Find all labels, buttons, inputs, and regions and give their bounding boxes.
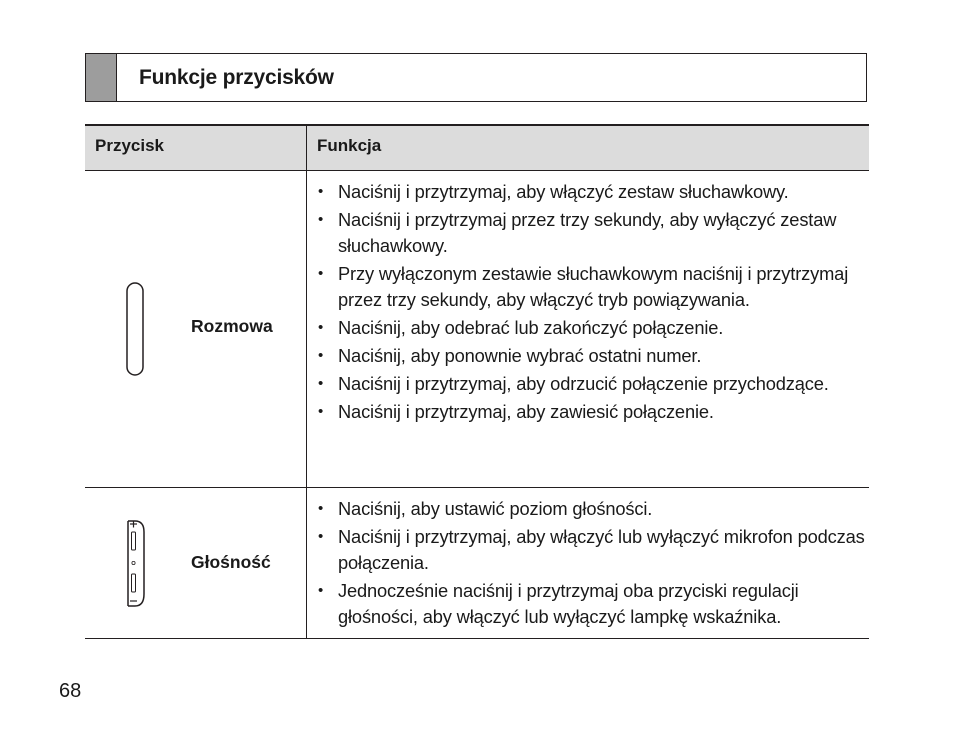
button-cell: [85, 171, 307, 487]
function-list: [307, 171, 869, 425]
section-header: [85, 53, 867, 102]
talk-button-icon: [125, 281, 147, 379]
list-item: • Naciśnij, aby ustawić poziom głośności.: [307, 496, 869, 522]
list-item: • Jednocześnie naciśnij i przytrzymaj oba przyciski regulacji głośności, aby włączyć lub wyłączyć lampkę wskaźnika.: [307, 578, 869, 630]
function-cell: [307, 488, 869, 638]
list-item: • Przy wyłączonym zestawie słuchawkowym naciśnij i przytrzymaj przez trzy sekundy, aby włączyć tryb powiązywania.: [307, 261, 869, 313]
list-item: • Naciśnij i przytrzymaj, aby zawiesić połączenie.: [307, 399, 869, 425]
list-item: • Naciśnij i przytrzymaj, aby włączyć lub wyłączyć mikrofon podczas połączenia.: [307, 524, 869, 576]
function-cell: [307, 171, 869, 487]
list-item: • Naciśnij, aby odebrać lub zakończyć połączenie.: [307, 315, 869, 341]
list-item: • Naciśnij, aby ponownie wybrać ostatni numer.: [307, 343, 869, 369]
button-functions-table: [85, 124, 869, 639]
section-title: Funkcje przycisków: [139, 66, 334, 89]
list-item: • Naciśnij i przytrzymaj przez trzy sekundy, aby wyłączyć zestaw słuchawkowy.: [307, 207, 869, 259]
function-list: [307, 488, 869, 630]
page-number: 68: [59, 680, 82, 702]
table-row: [85, 488, 869, 639]
header-button: Przycisk: [85, 126, 307, 170]
table-header: [85, 126, 869, 171]
section-header-tab: [86, 54, 117, 101]
list-item: • Naciśnij i przytrzymaj, aby odrzucić połączenie przychodzące.: [307, 371, 869, 397]
button-name: Głośność: [191, 552, 271, 572]
volume-button-icon: [124, 518, 148, 610]
list-item: • Naciśnij i przytrzymaj, aby włączyć zestaw słuchawkowy.: [307, 179, 869, 205]
header-function: Funkcja: [317, 136, 382, 155]
button-name: Rozmowa: [191, 316, 273, 336]
button-cell: [85, 488, 307, 638]
table-row: [85, 171, 869, 488]
